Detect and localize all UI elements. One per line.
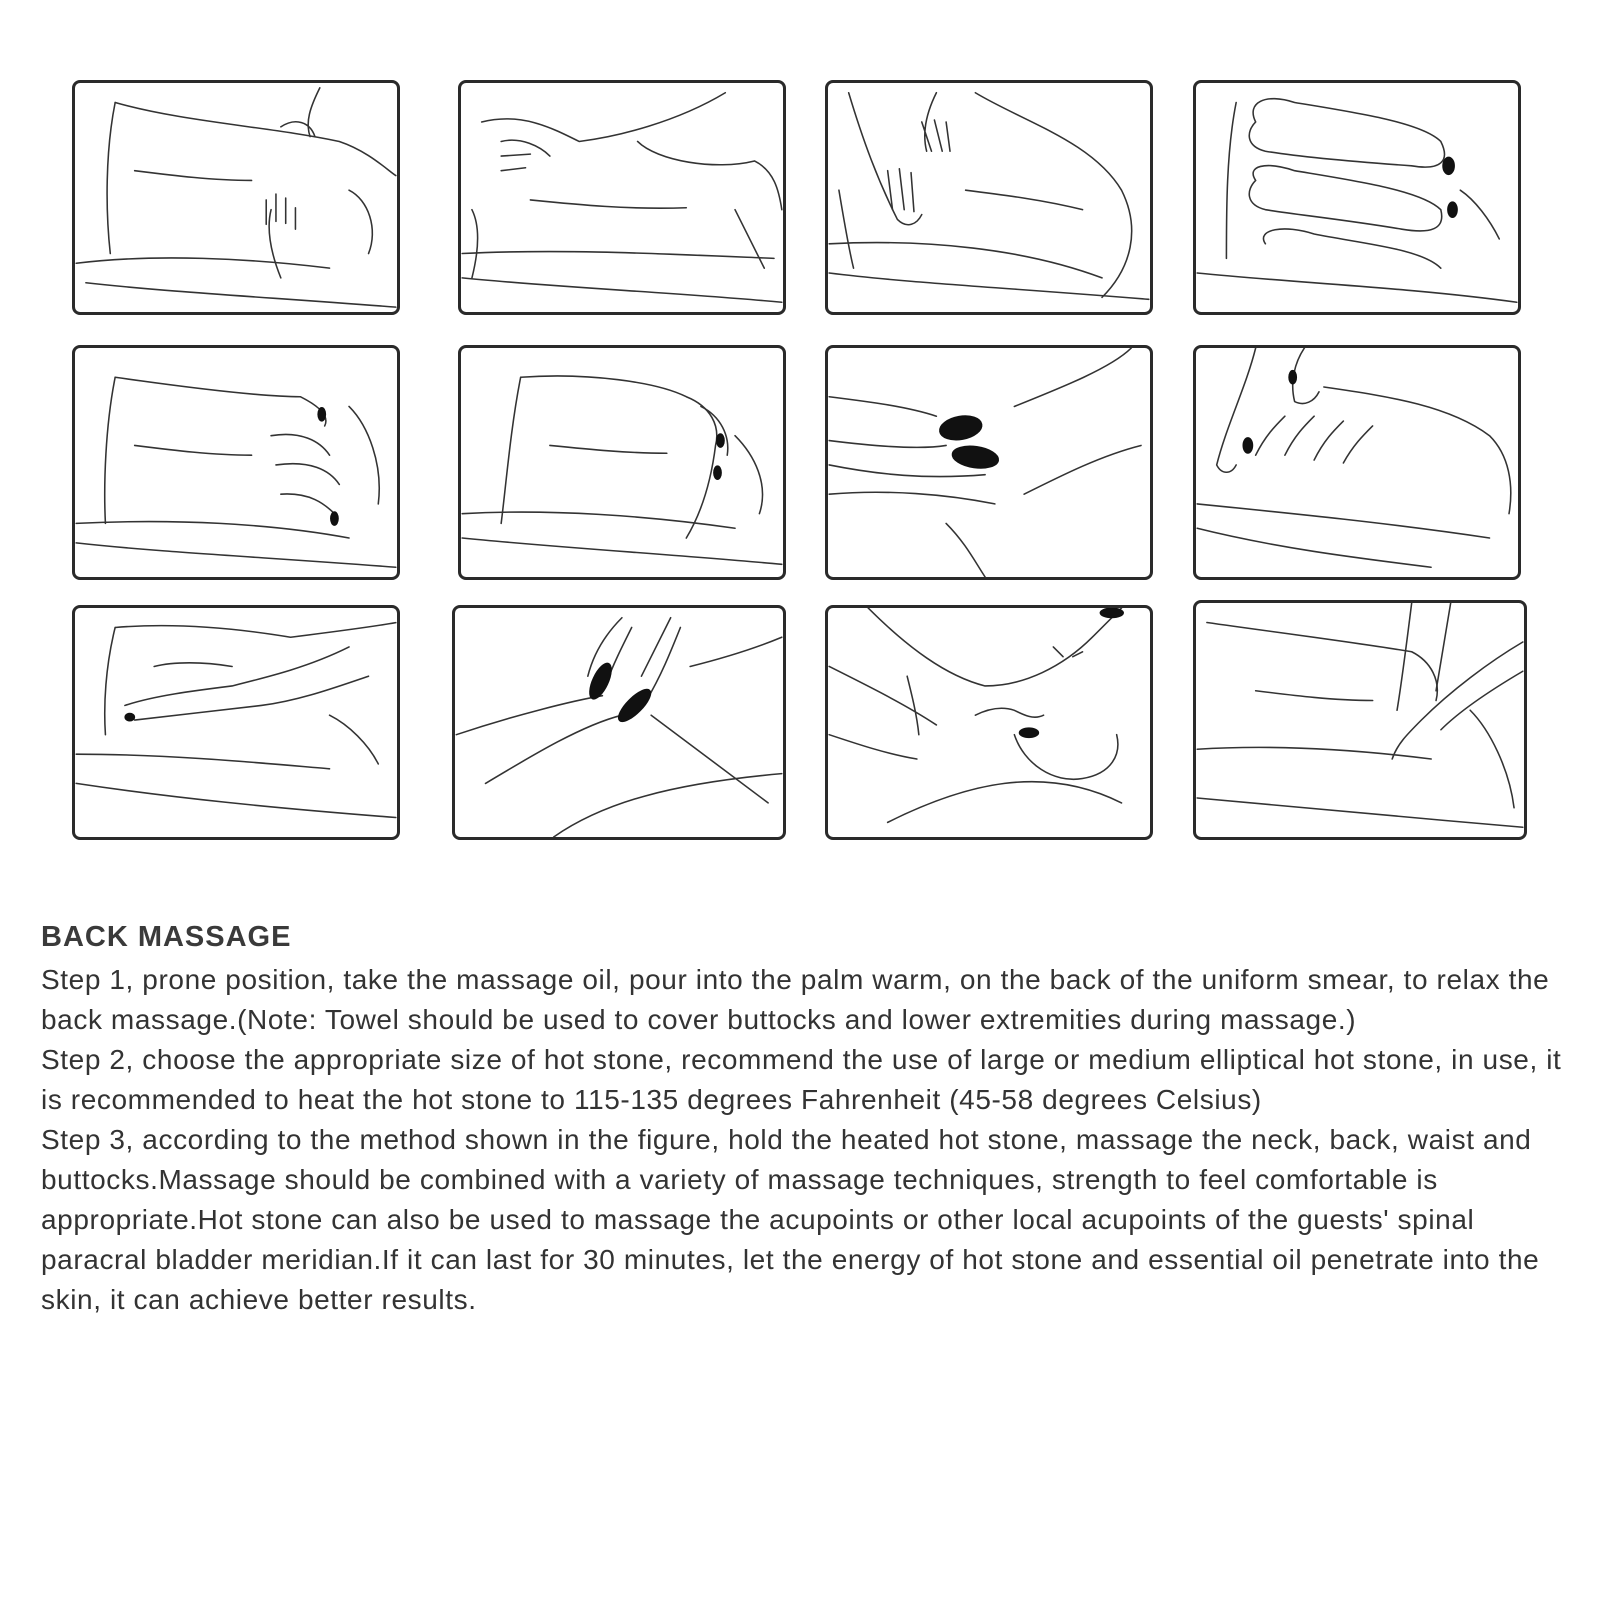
illustration-panel-2 [458, 80, 786, 315]
back-massage-sketch-12 [1196, 603, 1524, 837]
illustration-panel-9 [72, 605, 400, 840]
illustration-panel-1 [72, 80, 400, 315]
illustration-panel-5 [72, 345, 400, 580]
back-massage-sketch-9 [75, 608, 397, 837]
illustration-panel-6 [458, 345, 786, 580]
back-massage-sketch-2 [461, 83, 783, 312]
back-massage-sketch-1 [75, 83, 397, 312]
back-massage-sketch-11 [828, 608, 1150, 837]
back-massage-sketch-4 [1196, 83, 1518, 312]
illustration-panel-4 [1193, 80, 1521, 315]
back-massage-sketch-7 [828, 348, 1150, 577]
step-3-text: Step 3, according to the method shown in the figure, hold the heated hot stone, massage the neck, back, waist and buttocks.Massage should be combined with a variety of massage techniques, strength to feel comfortable is appropriate.Hot stone can also be used to massage the acupoints or other local acupoints of the guests' spinal paracral bladder meridian.If it can last for 30 minutes, let the energy of hot stone and essential oil penetrate into the skin, it can achieve better results. [41, 1124, 1540, 1315]
illustration-panel-11 [825, 605, 1153, 840]
illustration-panel-3 [825, 80, 1153, 315]
step-1-text: Step 1, prone position, take the massage oil, pour into the palm warm, on the back of the uniform smear, to relax the back massage.(Note: Towel should be used to cover buttocks and lower extremities during massage.) [41, 964, 1550, 1035]
illustration-panel-10 [452, 605, 786, 840]
step-2-text: Step 2, choose the appropriate size of hot stone, recommend the use of large or medium elliptical hot stone, in use, it is recommended to heat the hot stone to 115-135 degrees Fahrenheit (45-58 degrees Celsius) [41, 1044, 1562, 1115]
illustration-panel-8 [1193, 345, 1521, 580]
back-massage-sketch-6 [461, 348, 783, 577]
back-massage-sketch-3 [828, 83, 1150, 312]
back-massage-sketch-8 [1196, 348, 1518, 577]
illustration-panel-7 [825, 345, 1153, 580]
back-massage-sketch-10 [455, 608, 783, 837]
instructions-section [41, 920, 1581, 1320]
back-massage-sketch-5 [75, 348, 397, 577]
section-title: BACK MASSAGE [41, 921, 292, 953]
illustration-panel-12 [1193, 600, 1527, 840]
